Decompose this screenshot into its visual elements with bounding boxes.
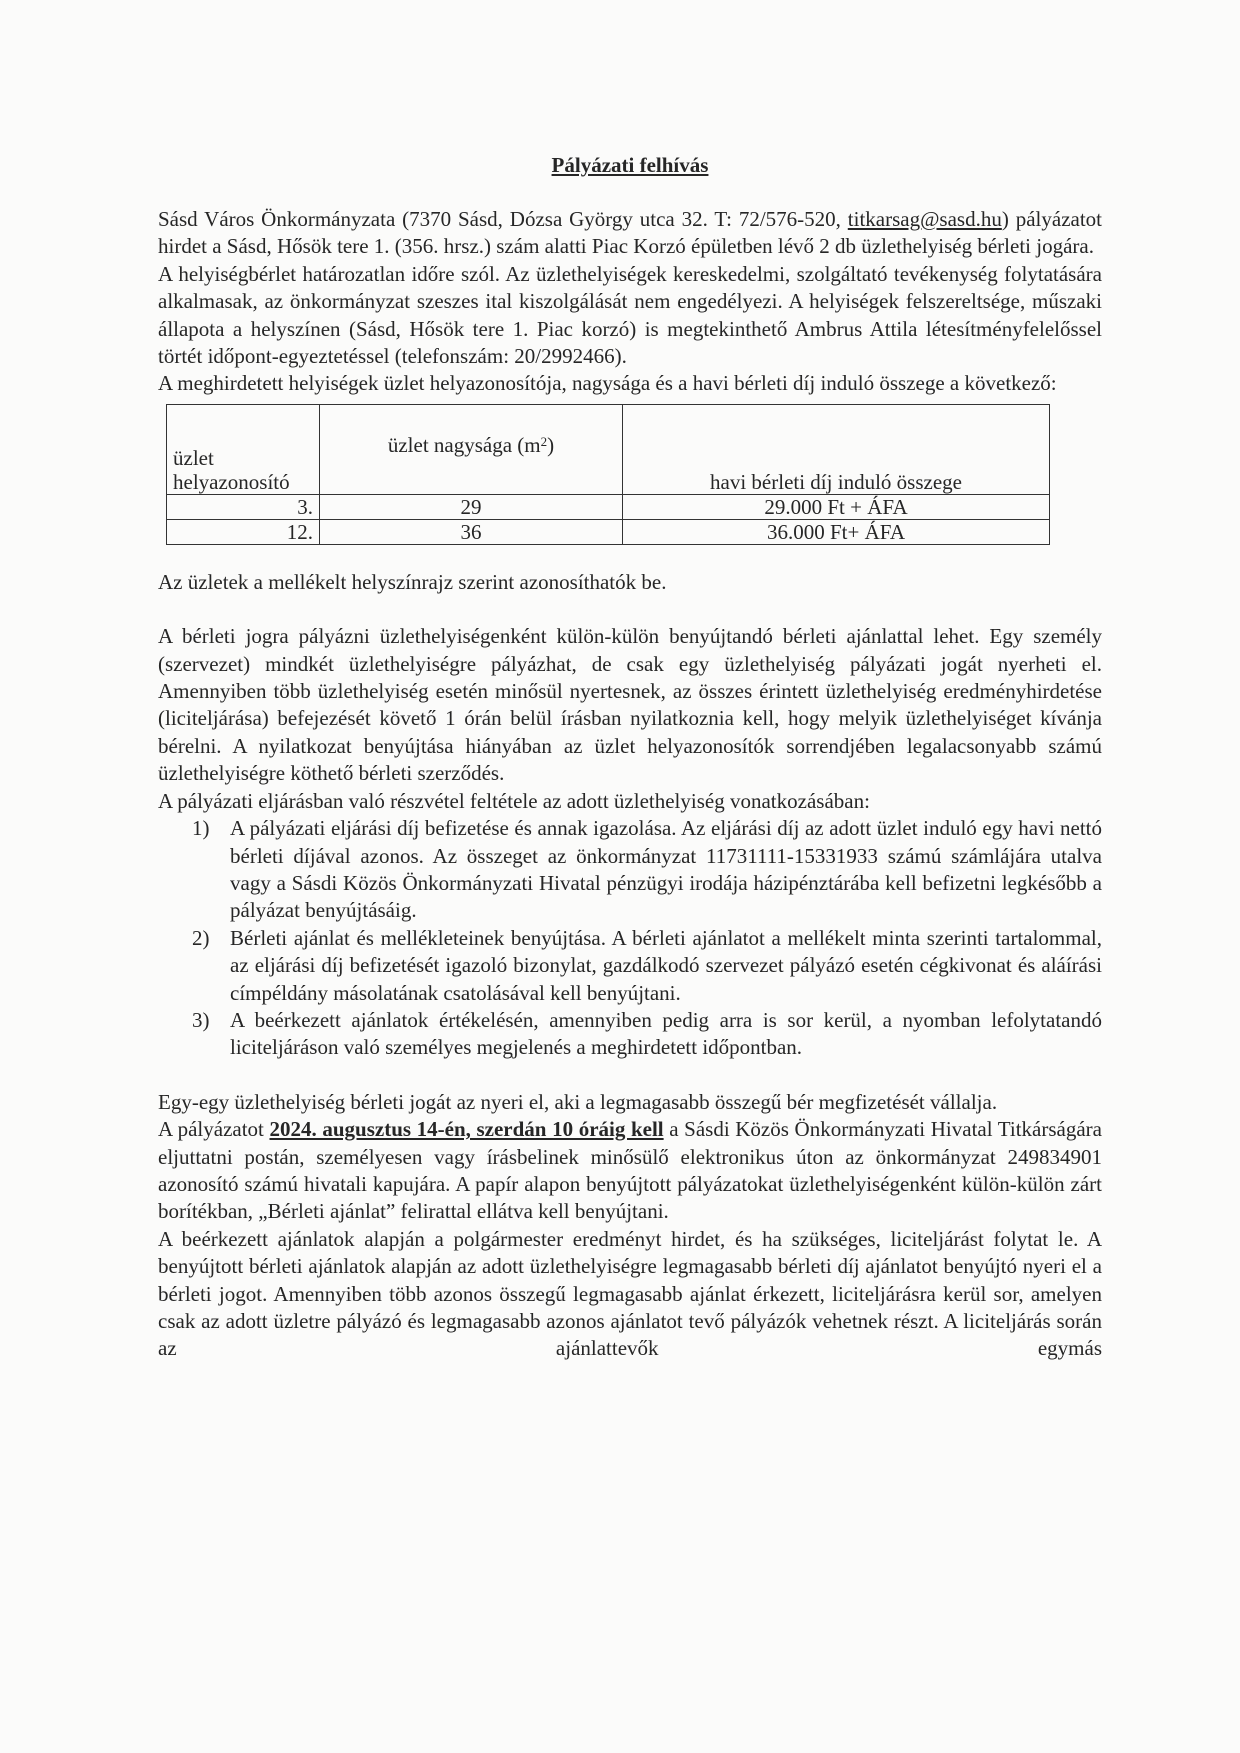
deadline-date: 2024. augusztus 14-én, szerdán 10 óráig kell bbox=[269, 1117, 664, 1142]
list-item: 3) A beérkezett ajánlatok értékelésén, amennyiben pedig arra is sor kerül, a nyomban lefolytatandó liciteljáráson való személyes megjelenés a meghirdetett időpontban. bbox=[192, 1007, 1102, 1060]
table-row bbox=[167, 494, 1050, 519]
intro-paragraph bbox=[158, 206, 1102, 261]
email-link[interactable]: titkarsag@sasd.hu bbox=[847, 207, 1002, 231]
header-unit-id: üzlet helyazonosító bbox=[167, 404, 320, 494]
map-note-paragraph: Az üzletek a mellékelt helyszínrajz szerint azonosíthatók be. bbox=[158, 569, 667, 594]
conditions-intro-paragraph: A pályázati eljárásban való részvétel feltétele az adott üzlethelyiség vonatkozásában: bbox=[158, 788, 870, 813]
cell-monthly-fee: 36.000 Ft+ ÁFA bbox=[623, 519, 1050, 544]
list-item: 2) Bérleti ajánlat és mellékleteinek benyújtása. A bérleti ajánlatot a mellékelt minta szerinti tartalommal, az eljárási díj befizetését igazoló bizonylat, gazdálkodó szervezet pályázó esetén cégkivonat és aláírási címpéldány másolatának csatolásával kell benyújtani. bbox=[192, 925, 1102, 1005]
cell-monthly-fee: 29.000 Ft + ÁFA bbox=[623, 494, 1050, 519]
table-header-row bbox=[167, 404, 1050, 494]
header-monthly-fee: havi bérleti díj induló összege bbox=[623, 404, 1050, 494]
document-body bbox=[158, 152, 1102, 1363]
header-unit-size: üzlet nagysága $(m^2)$ bbox=[320, 404, 623, 494]
cell-unit-id: 3. bbox=[167, 494, 320, 519]
document-title: Pályázati felhívás bbox=[551, 153, 709, 177]
result-paragraph: A beérkezett ajánlatok alapján a polgármester eredményt hirdet, és ha szükséges, liciteljárást folytat le. A benyújtott bérleti ajánlatok alapján az adott üzlethelyiségre legmagasabb bérleti díj ajánlatot benyújtó nyeri el a bérleti jogot. Amennyiben több azonos összegű legmagasabb ajánlat érkezett, liciteljárásra kerül sor, amelyen csak az adott üzletre pályázó és legmagasabb azonos ajánlatot tevő pályázók vehetnek részt. A liciteljárás során az ajánlattevők egymás bbox=[158, 1226, 1102, 1361]
cell-unit-id: 12. bbox=[167, 519, 320, 544]
table-intro-paragraph: A meghirdetett helyiségek üzlet helyazonosítója, nagysága és a havi bérleti díj induló összege a következő: bbox=[158, 371, 1057, 396]
rental-terms-paragraph: A helyiségbérlet határozatlan időre szól. Az üzlethelyiségek kereskedelmi, szolgáltató tevékenység folytatására alkalmasak, az önkormányzat szeszes ital kiszolgálását nem engedélyezi. A helyiségek felszereltsége, műszaki állapota a helyszínen (Sásd, Hősök tere 1. Piac korzó) is megtekinthető Ambrus Attila létesítményfelelőssel törtét időpont-egyeztetéssel (telefonszám: 20/2992466). bbox=[158, 261, 1102, 369]
list-item: 1) A pályázati eljárási díj befizetése és annak igazolása. Az eljárási díj az adott üzlet induló egy havi nettó bérleti díjával azonos. Az összeget az önkormányzat 11731111-15331933 számú számlájára utalva vagy a Sásdi Közös Önkormányzati Hivatal pénzügyi irodája házipénztárába kell befizetni legkésőbb a pályázat benyújtásáig. bbox=[192, 816, 1102, 923]
intro-text-end: ) pályázatot hirdet a Sásd, Hősök tere 1. (356. hrsz.) szám alatti Piac Korzó épületben lévő 2 db üzlethelyiség bérleti jogára. bbox=[158, 207, 1103, 259]
winner-paragraph: Egy-egy üzlethelyiség bérleti jogát az nyeri el, aki a legmagasabb összegű bér megfizetését vállalja. bbox=[158, 1089, 998, 1114]
cell-unit-size: 36 bbox=[320, 519, 623, 544]
units-table bbox=[166, 404, 1050, 545]
table-row bbox=[167, 519, 1050, 544]
bid-rules-paragraph: A bérleti jogra pályázni üzlethelyiségenként külön-külön benyújtandó bérleti ajánlattal lehet. Egy személy (szervezet) mindkét üzlethelyiségre pályázhat, de csak egy üzlethelyiség pályázati jogát nyerheti el. Amennyiben több üzlethelyiség esetén minősül nyertesnek, az összes érintett üzlethelyiség eredményhirdetése (liciteljárása) befejezését követő 1 órán belül írásban nyilatkoznia kell, hogy melyik üzlethelyiséget kívánja bérelni. A nyilatkozat benyújtása hiányában az üzlet helyazonosítók sorrendjében legalacsonyabb számú üzlethelyiségre köthető bérleti szerződés. bbox=[158, 624, 1102, 786]
intro-text-start: Sásd Város Önkormányzata (7370 Sásd, Dózsa György utca 32. T: 72/576-520, bbox=[158, 207, 841, 231]
cell-unit-size: 29 bbox=[320, 494, 623, 519]
deadline-paragraph: A pályázatot 2024. augusztus 14-én, szerdán 10 óráig kell a Sásdi Közös Önkormányzati Hivatal Titkárságára eljuttatni postán, személyesen vagy írásbelinek minősülő elektronikus úton az önkormányzat 249834901 azonosító számú hivatali kapujára. A papír alapon benyújtott pályázatokat üzlethelyiségenként külön-külön zárt borítékban, „Bérleti ajánlat” felirattal ellátva kell benyújtani. bbox=[158, 1117, 1102, 1224]
conditions-list bbox=[158, 815, 1102, 1062]
